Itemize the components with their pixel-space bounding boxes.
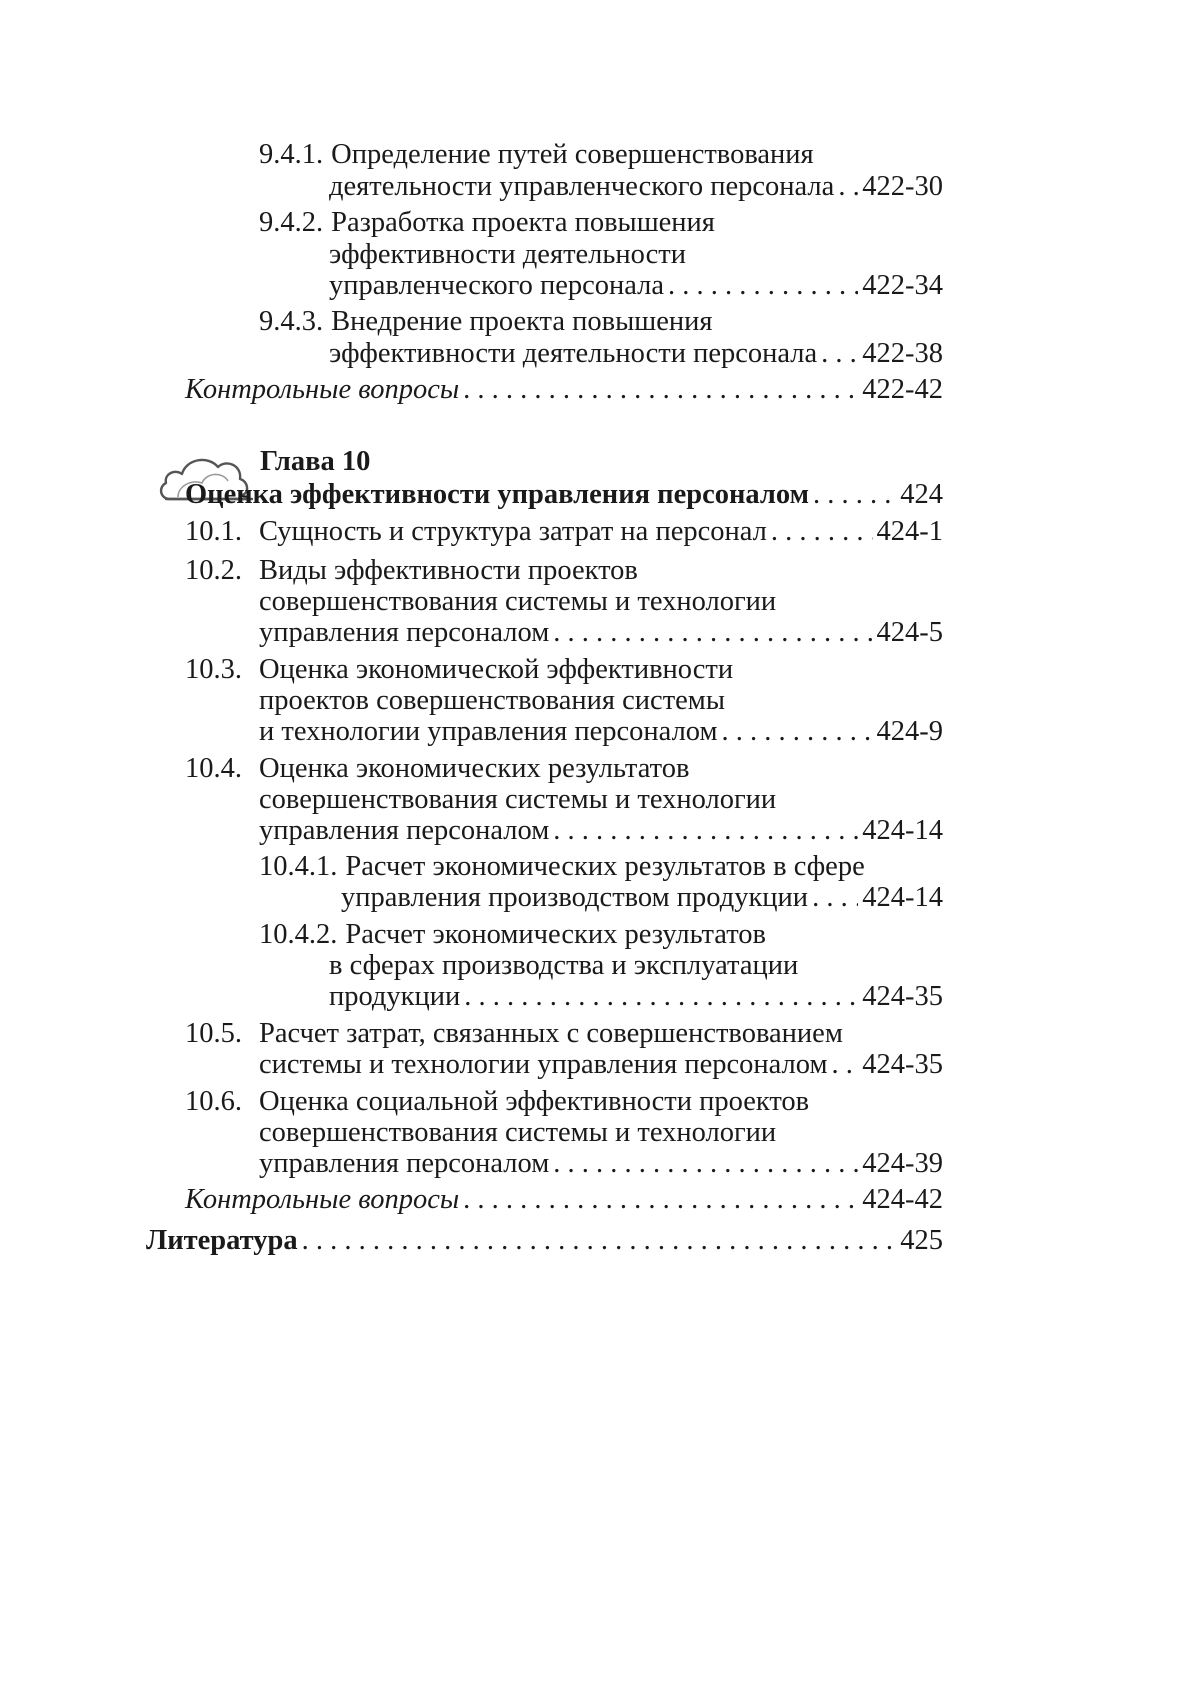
entry-title-line: Разработка проекта повышения: [331, 207, 715, 238]
leader-dots: [722, 716, 873, 748]
leader-dots: [463, 1184, 858, 1216]
entry-title-line: и технологии управления персоналом: [259, 716, 718, 747]
entry-title-line: Литература: [146, 1225, 298, 1256]
leader-dots: [302, 1225, 897, 1257]
entry-page: 424-39: [862, 1148, 943, 1179]
entry-page: 424-14: [862, 882, 943, 913]
entry-number: 10.1.: [185, 516, 242, 547]
entry-title-line: Оценка социальной эффективности проектов: [259, 1086, 810, 1117]
entry-page: 424: [900, 479, 943, 510]
entry-title-line: управленческого персонала: [329, 270, 665, 301]
leader-dots: [812, 882, 858, 914]
entry-title-line: управления персоналом: [259, 815, 550, 846]
entry-title-line: Оценка экономических результатов: [259, 753, 690, 784]
entry-page: 424-14: [862, 815, 943, 846]
entry-page: 424-5: [876, 617, 943, 648]
entry-page: 422-30: [862, 171, 943, 202]
entry-page: 424-1: [876, 516, 943, 547]
entry-number: 10.5.: [185, 1018, 242, 1049]
leader-dots: [553, 617, 872, 649]
entry-title-line: проектов совершенствования системы: [259, 685, 725, 716]
entry-title-line: эффективности деятельности персонала: [329, 338, 818, 369]
leader-dots: [838, 171, 858, 203]
chapter-label: Глава 10: [260, 446, 371, 477]
entry-number: 9.4.3.: [259, 306, 324, 337]
leader-dots: [832, 1049, 859, 1081]
entry-title-line: системы и технологии управления персоналом: [259, 1049, 828, 1080]
entry-title-line: совершенствования системы и технологии: [259, 784, 777, 815]
entry-number: 10.3.: [185, 654, 242, 685]
entry-title-line: деятельности управленческого персонала: [329, 171, 835, 202]
entry-title-line: совершенствования системы и технологии: [259, 586, 777, 617]
entry-title-line: продукции: [329, 981, 461, 1012]
entry-title-line: Оценка экономической эффективности: [259, 654, 734, 685]
entry-number: 10.6.: [185, 1086, 242, 1117]
leader-dots: [668, 270, 858, 302]
entry-number: 10.4.1.: [259, 851, 338, 882]
entry-title-line: в сферах производства и эксплуатации: [329, 950, 799, 981]
entry-title-line: управления персоналом: [259, 1148, 550, 1179]
entry-title-line: управления производством продукции: [341, 882, 809, 913]
entry-title-line: управления персоналом: [259, 617, 550, 648]
entry-title-line: Расчет экономических результатов в сфере: [345, 851, 865, 882]
entry-title-line: Сущность и структура затрат на персонал: [259, 516, 767, 547]
leader-dots: [464, 981, 858, 1013]
entry-page: 422-42: [862, 374, 943, 405]
entry-number: 10.4.: [185, 753, 242, 784]
entry-page: 424-9: [876, 716, 943, 747]
chapter-title: Оценка эффективности управления персоналом: [185, 479, 810, 510]
entry-title-line: совершенствования системы и технологии: [259, 1117, 777, 1148]
leader-dots: [463, 374, 858, 406]
entry-title-line: Внедрение проекта повышения: [331, 306, 713, 337]
leader-dots: [771, 516, 873, 548]
entry-title-line: Расчет экономических результатов: [345, 919, 767, 950]
entry-page: 424-35: [862, 1049, 943, 1080]
entry-page: 424-42: [862, 1184, 943, 1215]
entry-page: 425: [900, 1225, 943, 1256]
entry-title-line: Расчет затрат, связанных с совершенствованием: [259, 1018, 843, 1049]
entry-title-line: Контрольные вопросы: [185, 1184, 460, 1215]
leader-dots: [821, 338, 858, 370]
leader-dots: [813, 479, 896, 511]
leader-dots: [553, 815, 858, 847]
leader-dots: [553, 1148, 858, 1180]
entry-title-line: Виды эффективности проектов: [259, 555, 638, 586]
entry-title-line: Контрольные вопросы: [185, 374, 460, 405]
entry-number: 9.4.2.: [259, 207, 324, 238]
entry-number: 9.4.1.: [259, 139, 324, 170]
entry-page: 424-35: [862, 981, 943, 1012]
entry-title-line: эффективности деятельности: [329, 239, 686, 270]
entry-page: 422-38: [862, 338, 943, 369]
entry-number: 10.4.2.: [259, 919, 338, 950]
entry-title-line: Определение путей совершенствования: [331, 139, 814, 170]
chapter-heading: [260, 446, 370, 478]
entry-page: 422-34: [862, 270, 943, 301]
entry-number: 10.2.: [185, 555, 242, 586]
